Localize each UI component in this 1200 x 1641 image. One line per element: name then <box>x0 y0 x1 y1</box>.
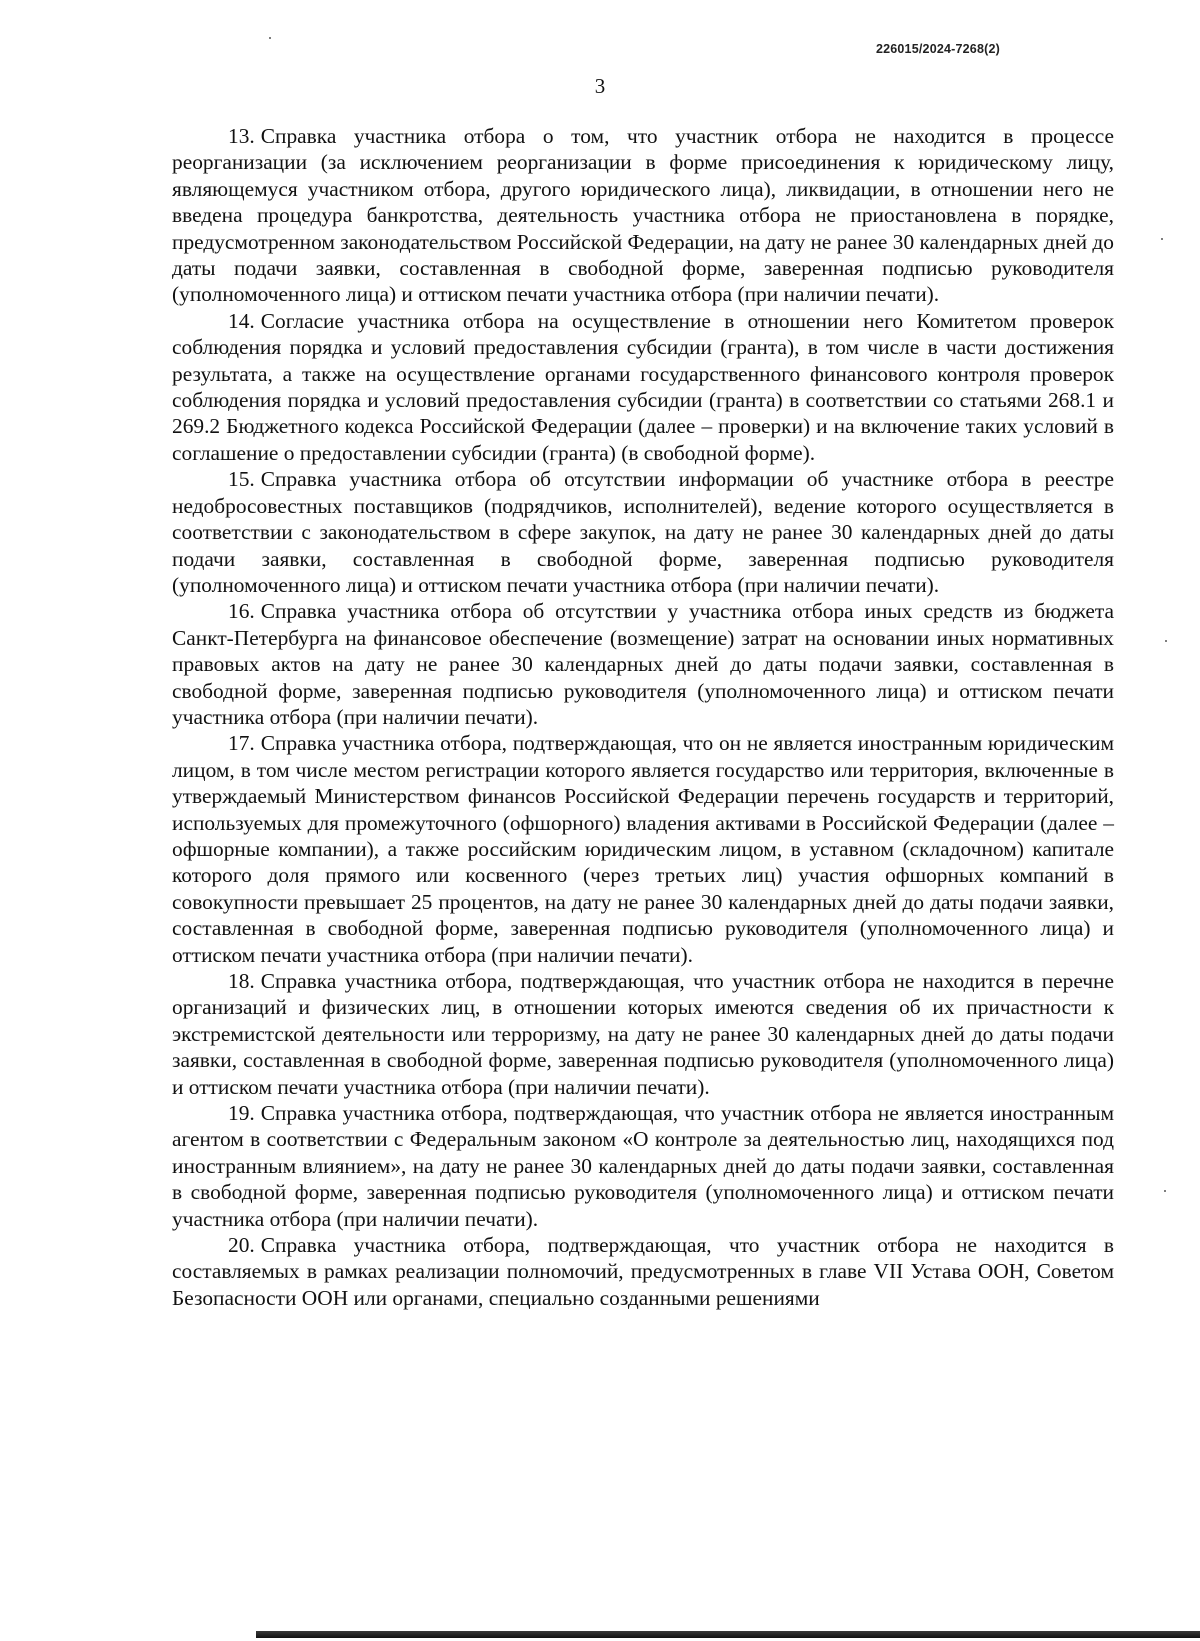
paragraph-number: 18. <box>228 969 255 993</box>
paragraph-text: Справка участника отбора о том, что участник отбора не находится в процессе реорганизации (за исключением реорганизации в форме присоединения к юридическому лицу, являющемуся участником отбора, другого юридического лица), ликвидации, в отношении него не введена процедура банкротства, деятельность участника отбора не приостановлена в порядке, предусмотренном законодательством Российской Федерации, на дату не ранее 30 календарных дней до даты подачи заявки, составленная в свободной форме, заверенная подписью руководителя (уполномоченного лица) и оттиском печати участника отбора (при наличии печати). <box>172 124 1114 307</box>
paragraph-number: 14. <box>228 308 255 333</box>
paragraph-17 <box>172 730 1114 968</box>
scan-speck <box>1161 238 1163 240</box>
paragraph-text: Справка участника отбора об отсутствии информации об участнике отбора в реестре недобросовестных поставщиков (подрядчиков, исполнителей), ведение которого осуществляется в соответствии с законодательством в сфере закупок, на дату не ранее 30 календарных дней до даты подачи заявки, составленная в свободной форме, заверенная подписью руководителя (уполномоченного лица) и оттиском печати участника отбора (при наличии печати). <box>172 467 1114 597</box>
paragraph-text: Справка участника отбора, подтверждающая, что участник отбора не находится в перечне организаций и физических лиц, в отношении которых имеются сведения об их причастности к экстремистской деятельности или терроризму, на дату не ранее 30 календарных дней до даты подачи заявки, составленная в свободной форме, заверенная подписью руководителя (уполномоченного лица) и оттиском печати участника отбора (при наличии печати). <box>172 969 1114 1099</box>
paragraph-number: 20. <box>228 1233 255 1258</box>
paragraph-14 <box>172 308 1114 466</box>
paragraph-text: Справка участника отбора, подтверждающая, что он не является иностранным юридическим лицом, в том числе местом регистрации которого является государство или территория, включенные в утверждаемый Министерством финансов Российской Федерации перечень государств и территорий, используемых для промежуточного (офшорного) владения активами в Российской Федерации (далее – офшорные компании), а также российским юридическим лицом, в уставном (складочном) капитале которого доля прямого или косвенного (через третьих лиц) участия офшорных компаний в совокупности превышает 25 процентов, на дату не ранее 30 календарных дней до даты подачи заявки, составленная в свободной форме, заверенная подписью руководителя (уполномоченного лица) и оттиском печати участника отбора (при наличии печати). <box>172 731 1114 967</box>
paragraph-text: Согласие участника отбора на осуществление в отношении него Комитетом проверок соблюдения порядка и условий предоставления субсидии (гранта), в том числе в части достижения результата, а также на осуществление органами государственного финансового контроля проверок соблюдения порядка и условий предоставления субсидии (гранта) в соответствии со статьями 268.1 и 269.2 Бюджетного кодекса Российской Федерации (далее – проверки) и на включение таких условий в соглашение о предоставлении субсидии (гранта) (в свободной форме). <box>172 308 1114 465</box>
paragraph-text: Справка участника отбора, подтверждающая, что участник отбора не находится в составляемых в рамках реализации полномочий, предусмотренных в главе VII Устава ООН, Советом Безопасности ООН или органами, специально созданными решениями <box>172 1233 1114 1310</box>
paragraph-text: Справка участника отбора об отсутствии у участника отбора иных средств из бюджета Санкт-Петербурга на финансовое обеспечение (возмещение) затрат на основании иных нормативных правовых актов на дату не ранее 30 календарных дней до даты подачи заявки, составленная в свободной форме, заверенная подписью руководителя (уполномоченного лица) и оттиском печати участника отбора (при наличии печати). <box>172 599 1114 729</box>
paragraph-18 <box>172 968 1114 1100</box>
page-number: 3 <box>594 74 606 98</box>
paragraph-number: 19. <box>228 1101 255 1126</box>
paragraph-19 <box>172 1100 1114 1232</box>
paragraph-text: Справка участника отбора, подтверждающая, что участник отбора не является иностранным агентом в соответствии с Федеральным законом «О контроле за деятельностью лиц, находящихся под иностранным влиянием», на дату не ранее 30 календарных дней до даты подачи заявки, составленная в свободной форме, заверенная подписью руководителя (уполномоченного лица) и оттиском печати участника отбора (при наличии печати). <box>172 1101 1114 1231</box>
paragraph-number: 13. <box>228 124 255 148</box>
paragraph-number: 16. <box>228 599 255 624</box>
paragraph-16 <box>172 598 1114 730</box>
scan-edge-line <box>256 1631 1200 1638</box>
paragraph-13 <box>172 123 1114 308</box>
scan-speck <box>269 37 271 39</box>
scan-speck <box>1164 1190 1166 1192</box>
paragraph-20 <box>172 1232 1114 1311</box>
paragraph-15 <box>172 466 1114 598</box>
paragraph-number: 15. <box>228 467 255 492</box>
document-body <box>172 123 1114 1311</box>
paragraph-number: 17. <box>228 731 255 756</box>
scan-speck <box>1165 640 1167 642</box>
document-registration-number: 226015/2024-7268(2) <box>875 42 1000 56</box>
